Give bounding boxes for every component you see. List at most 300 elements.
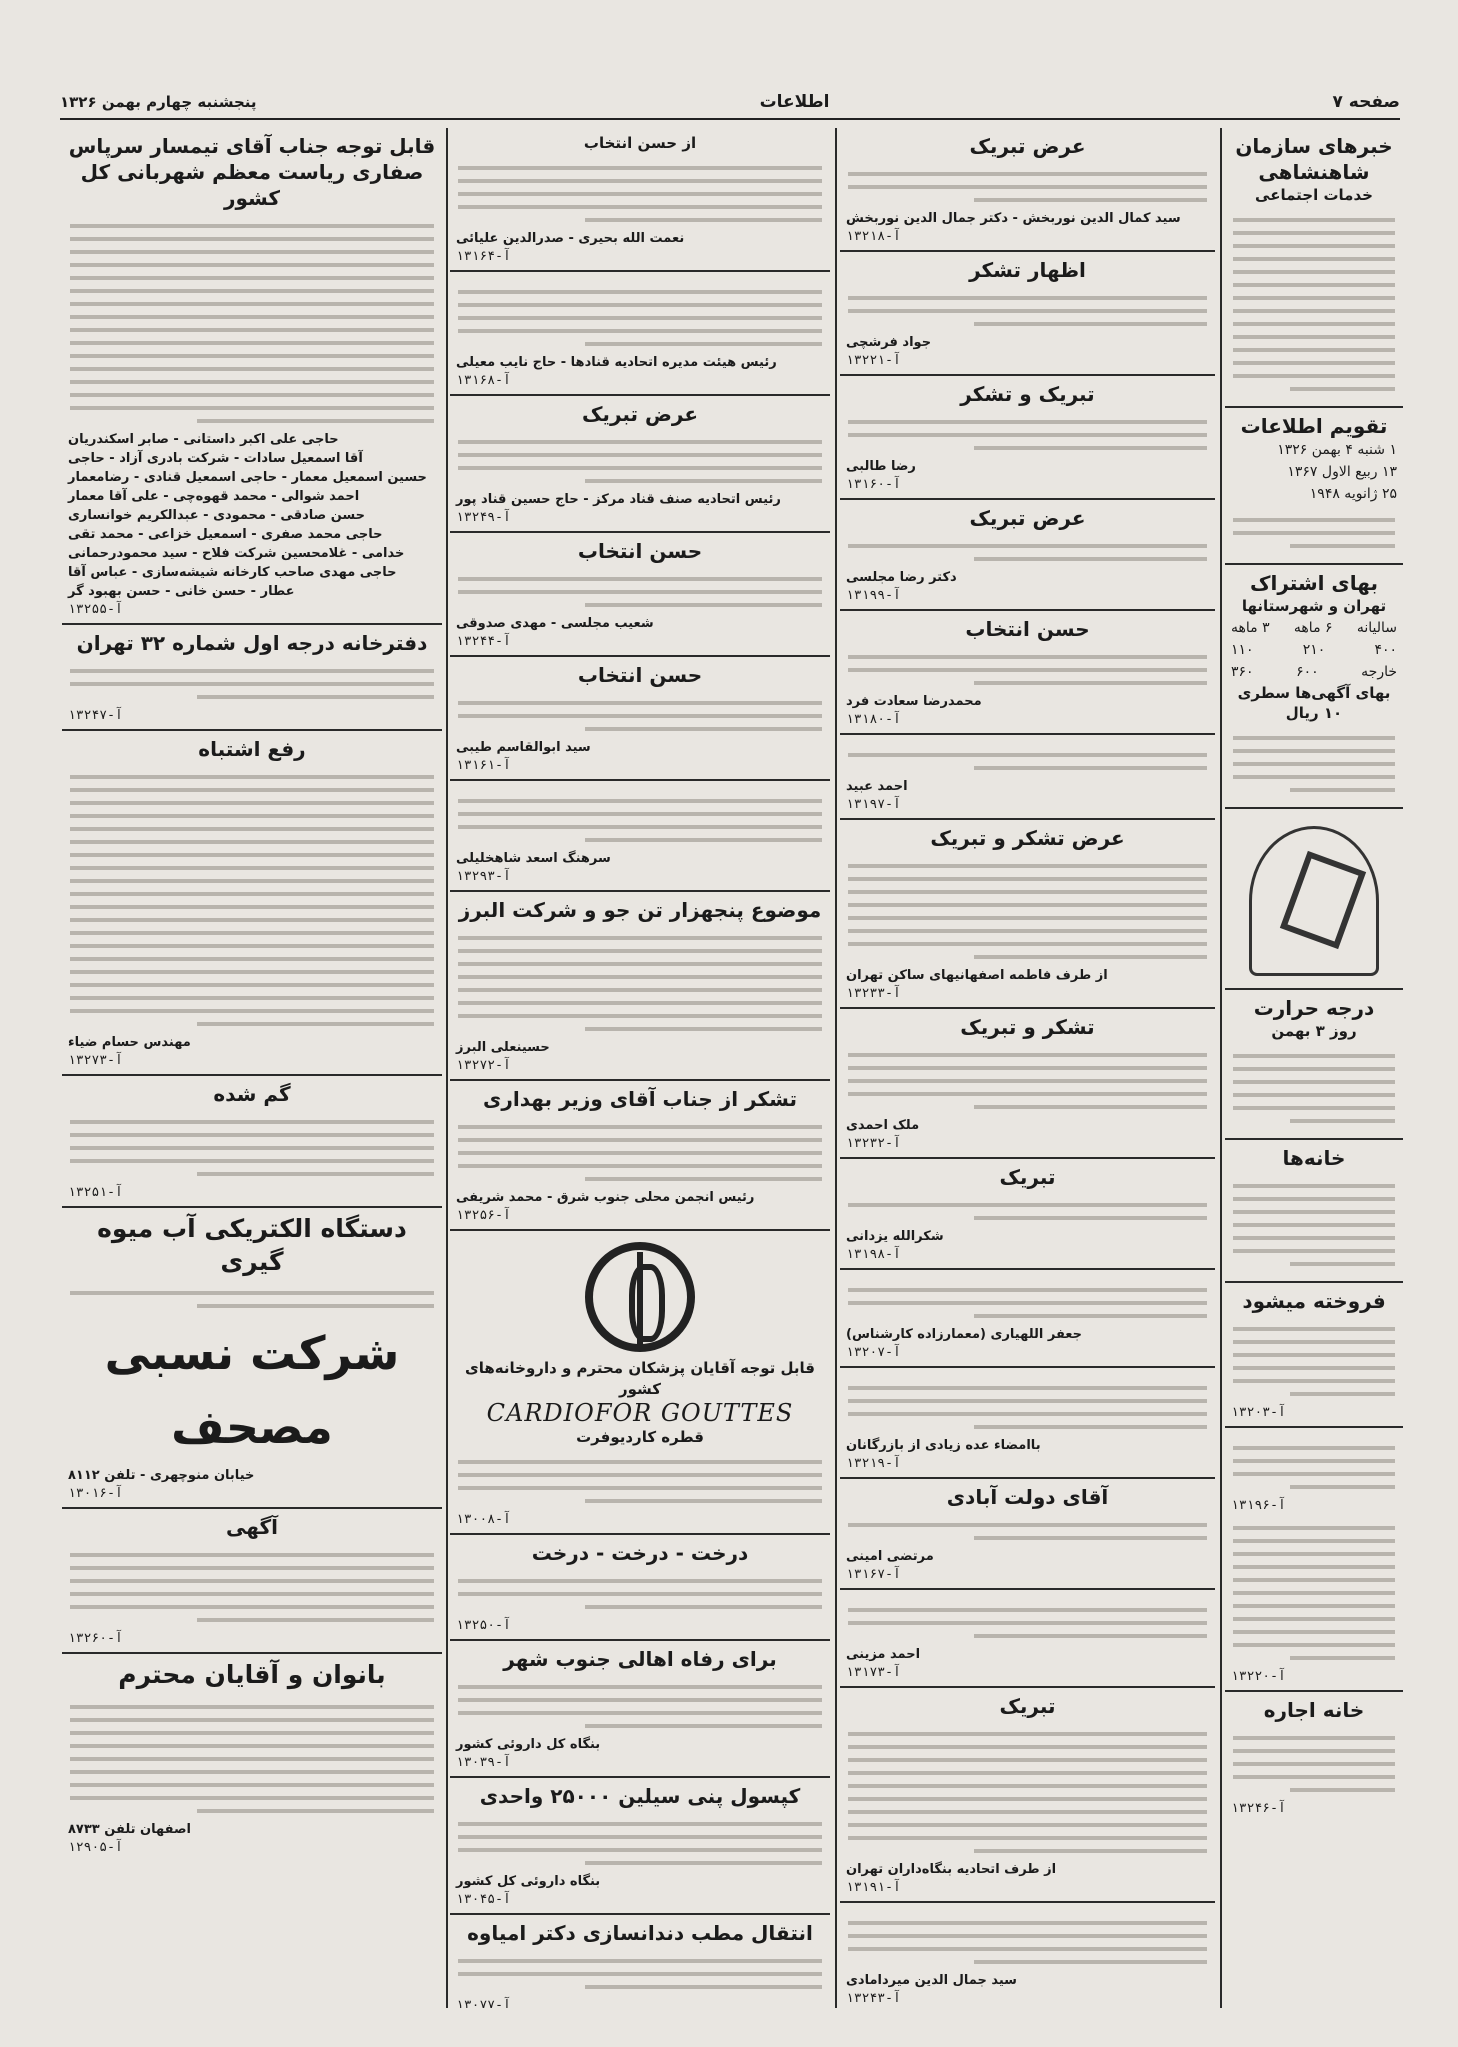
- ad-signature: رئیس انجمن محلی جنوب شرق - محمد شریفی: [456, 1190, 755, 1206]
- text-line-placeholder: [70, 1605, 434, 1609]
- text-line-placeholder: [70, 1783, 434, 1787]
- ad-title: عرض تشکر و تبریک: [930, 826, 1125, 850]
- signatory-line: حاجی مهدی صاحب کارخانه شیشه‌سازی - عباس آقا: [68, 565, 397, 580]
- ad-signature: مهندس حسام ضیاء: [68, 1035, 191, 1050]
- text-line-placeholder: [70, 1146, 434, 1150]
- text-line-placeholder: [70, 931, 434, 935]
- text-line-placeholder: [197, 1618, 434, 1622]
- body-lines: [1231, 205, 1397, 391]
- body-lines: [68, 1278, 436, 1308]
- ad-code: آ-۱۳۱۶۴: [456, 249, 511, 265]
- text-line-placeholder: [1233, 309, 1395, 313]
- text-line-placeholder: [458, 1151, 822, 1155]
- classified-ad: [840, 1903, 1215, 2008]
- juicer-ad: [62, 1208, 442, 1509]
- ad-code: آ-۱۳۱۶۷: [846, 1567, 901, 1582]
- text-line-placeholder: [974, 955, 1207, 959]
- text-line-placeholder: [70, 250, 434, 254]
- text-line-placeholder: [70, 380, 434, 384]
- text-line-placeholder: [848, 1621, 1207, 1625]
- text-line-placeholder: [848, 1947, 1207, 1951]
- text-line-placeholder: [1233, 1236, 1395, 1240]
- text-line-placeholder: [70, 775, 434, 779]
- text-line-placeholder: [848, 296, 1207, 300]
- lost-ad: [62, 1076, 442, 1208]
- text-line-placeholder: [70, 853, 434, 857]
- ad-signature: سرهنگ اسعد شاهخلیلی: [456, 851, 611, 867]
- ad-signature: سید کمال الدین نوربخش - دکتر جمال الدین نوربخش: [846, 211, 1181, 226]
- body-lines: [846, 1040, 1209, 1109]
- ad-signature: نعمت الله بحیری - صدرالدین علیائی: [456, 231, 685, 247]
- text-line-placeholder: [1233, 518, 1395, 522]
- ad-code: آ-۱۳۱۹۷: [846, 797, 901, 812]
- ad-title: حسن انتخاب: [577, 539, 703, 564]
- body-lines: [1231, 505, 1397, 548]
- classified-ad: [450, 1081, 830, 1231]
- text-line-placeholder: [1233, 270, 1395, 274]
- text-line-placeholder: [197, 695, 434, 699]
- ad-code: آ-۱۳۰۷۷: [456, 1998, 511, 2008]
- text-line-placeholder: [1233, 1643, 1395, 1647]
- text-line-placeholder: [70, 289, 434, 293]
- text-line-placeholder: [1233, 1617, 1395, 1621]
- ad-signature: جعفر اللهیاری (معمارزاده کارشناس): [846, 1327, 1083, 1342]
- text-line-placeholder: [458, 1001, 822, 1005]
- ad-title: گم شده: [213, 1082, 291, 1106]
- text-line-placeholder: [848, 942, 1207, 946]
- text-line-placeholder: [458, 936, 822, 940]
- classified-ad: [450, 396, 830, 533]
- ad-code: آ-۱۳۱۶۸: [456, 373, 511, 389]
- text-line-placeholder: [1233, 1459, 1395, 1463]
- text-line-placeholder: [1233, 749, 1395, 753]
- calendar-row: ۱ شنبه ۴ بهمن ۱۳۲۶: [1277, 442, 1397, 459]
- text-line-placeholder: [197, 1172, 434, 1176]
- body-lines: [846, 159, 1209, 202]
- text-line-placeholder: [1233, 1565, 1395, 1569]
- text-line-placeholder: [585, 1724, 822, 1728]
- text-line-placeholder: [458, 205, 822, 209]
- signatory-line: آقا اسمعیل سادات - شرکت بادری آزاد - حاجی: [68, 451, 363, 466]
- text-line-placeholder: [70, 1566, 434, 1570]
- weather-title: درجه حرارت: [1253, 996, 1375, 1020]
- text-line-placeholder: [70, 1705, 434, 1709]
- text-line-placeholder: [458, 988, 822, 992]
- text-line-placeholder: [70, 315, 434, 319]
- text-line-placeholder: [458, 1138, 822, 1142]
- text-line-placeholder: [1290, 1485, 1395, 1489]
- text-line-placeholder: [458, 1848, 822, 1852]
- classified-ad: [450, 657, 830, 781]
- notary-ad: [62, 625, 442, 731]
- for-sale-box: [1225, 1283, 1403, 1428]
- ad-code: آ-۱۳۲۲۱: [846, 353, 901, 368]
- text-line-placeholder: [70, 1718, 434, 1722]
- text-line-placeholder: [197, 1809, 434, 1813]
- ad-code: آ-۱۳۲۴۴: [456, 634, 511, 650]
- text-line-placeholder: [1233, 1366, 1395, 1370]
- classified-ad: [450, 128, 830, 272]
- text-line-placeholder: [585, 727, 822, 731]
- text-line-placeholder: [848, 1921, 1207, 1925]
- body-lines: [68, 1692, 436, 1813]
- text-line-placeholder: [1233, 1054, 1395, 1058]
- text-line-placeholder: [848, 544, 1207, 548]
- ad-code: آ-۱۳۲۷۳: [68, 1053, 123, 1068]
- ad-code: آ-۱۳۲۵۵: [68, 602, 123, 617]
- text-line-placeholder: [70, 1770, 434, 1774]
- ad-code: آ-۱۳۲۴۹: [456, 510, 511, 526]
- company-address: خیابان منوچهری - تلفن ۸۱۱۲: [68, 1468, 255, 1484]
- text-line-placeholder: [848, 655, 1207, 659]
- news-subtitle: خدمات اجتماعی: [1255, 186, 1373, 204]
- ad-code: آ-۱۳۲۴۶: [1231, 1801, 1286, 1817]
- text-line-placeholder: [585, 479, 822, 483]
- column-1: [1225, 128, 1403, 2008]
- text-line-placeholder: [458, 166, 822, 170]
- page-label: صفحه ۷: [1332, 92, 1400, 112]
- text-line-placeholder: [70, 406, 434, 410]
- text-line-placeholder: [1233, 218, 1395, 222]
- subscription-subtitle: تهران و شهرستانها: [1241, 597, 1387, 616]
- ad-title: آقای دولت آبادی: [946, 1485, 1109, 1509]
- text-line-placeholder: [1233, 1526, 1395, 1530]
- trees-ad: [450, 1535, 830, 1641]
- ad-code: آ-۱۳۲۲۰: [1231, 1669, 1286, 1685]
- text-line-placeholder: [848, 1386, 1207, 1390]
- text-line-placeholder: [585, 603, 822, 607]
- text-line-placeholder: [848, 1810, 1207, 1814]
- text-line-placeholder: [1233, 1552, 1395, 1556]
- text-line-placeholder: [848, 1608, 1207, 1612]
- subscription-row: خارجه ۶۰۰ ۳۶۰: [1231, 663, 1397, 680]
- text-line-placeholder: [70, 788, 434, 792]
- text-line-placeholder: [70, 1731, 434, 1735]
- text-line-placeholder: [974, 1314, 1207, 1318]
- ad-signature: رئیس اتحادیه صنف قناد مرکز - حاج حسین قناد پور: [456, 492, 781, 508]
- classified-ad: [840, 1479, 1215, 1590]
- body-lines: [68, 1107, 436, 1176]
- text-line-placeholder: [70, 918, 434, 922]
- body-lines: [846, 1275, 1209, 1318]
- ad-title: اظهار تشکر: [969, 258, 1086, 282]
- text-line-placeholder: [848, 1771, 1207, 1775]
- body-lines: [456, 1566, 824, 1609]
- text-line-placeholder: [974, 1216, 1207, 1220]
- classified-ad: [840, 1688, 1215, 1903]
- body-lines: [456, 564, 824, 607]
- text-line-placeholder: [848, 309, 1207, 313]
- for-sale-title: فروخته میشود: [1242, 1289, 1386, 1314]
- text-line-placeholder: [458, 701, 822, 705]
- cardiofor-name: CARDIOFOR GOUTTES: [486, 1398, 794, 1427]
- text-line-placeholder: [70, 840, 434, 844]
- rent-title: خانه اجاره: [1263, 1698, 1365, 1723]
- text-line-placeholder: [70, 276, 434, 280]
- body-lines: [68, 1540, 436, 1622]
- text-line-placeholder: [458, 1460, 822, 1464]
- text-line-placeholder: [70, 1120, 434, 1124]
- text-line-placeholder: [848, 1066, 1207, 1070]
- body-lines: [456, 1112, 824, 1181]
- ad-code: آ-۱۳۱۶۰: [846, 477, 901, 492]
- ad-code: آ-۱۳۱۹۸: [846, 1247, 901, 1262]
- ad-title: رفع اشتباه: [198, 737, 306, 761]
- text-line-placeholder: [458, 1698, 822, 1702]
- subscription-row: سالیانه ۶ ماهه ۳ ماهه: [1231, 619, 1397, 636]
- text-line-placeholder: [458, 1959, 822, 1963]
- body-lines: [846, 1510, 1209, 1540]
- notice-title: قابل توجه جناب آقای تیمسار سرپاس صفاری ریاست معظم شهربانی کل کشور: [68, 134, 436, 210]
- ladies-ad: [62, 1654, 442, 1861]
- ad-code: آ-۱۳۱۷۳: [846, 1665, 901, 1680]
- text-line-placeholder: [848, 185, 1207, 189]
- text-line-placeholder: [1233, 296, 1395, 300]
- text-line-placeholder: [458, 179, 822, 183]
- ad-signature: باامضاء عده زیادی از بازرگانان: [846, 1438, 1041, 1453]
- classified-ad: [450, 781, 830, 892]
- signatory-line: حسن صادقی - محمودی - عبدالکریم خوانساری: [68, 508, 366, 523]
- text-line-placeholder: [70, 866, 434, 870]
- body-lines: [846, 1719, 1209, 1853]
- south-pharmacy-ad: [450, 1641, 830, 1778]
- signatory-line: خدامی - غلامحسین شرکت فلاح - سید محمودرحمانی: [68, 546, 405, 561]
- text-line-placeholder: [585, 342, 822, 346]
- text-line-placeholder: [585, 1861, 822, 1865]
- classified-ad: [840, 252, 1215, 376]
- text-line-placeholder: [1233, 1223, 1395, 1227]
- text-line-placeholder: [1233, 244, 1395, 248]
- text-line-placeholder: [1233, 1340, 1395, 1344]
- text-line-placeholder: [197, 419, 434, 423]
- ad-title: از حسن انتخاب: [583, 134, 697, 152]
- ad-code: آ-۱۳۲۷۲: [456, 1058, 511, 1074]
- body-lines: [846, 531, 1209, 561]
- text-line-placeholder: [974, 322, 1207, 326]
- ad-title: کپسول پنی سیلین ۲۵۰۰۰ واحدی: [479, 1784, 801, 1808]
- text-line-placeholder: [70, 1579, 434, 1583]
- ad-signature: سید جمال الدین میردامادی: [846, 1973, 1017, 1988]
- body-lines: [846, 407, 1209, 450]
- body-lines: [456, 153, 824, 222]
- ad-title: حسن انتخاب: [577, 663, 703, 688]
- classified-ad: [840, 611, 1215, 735]
- text-line-placeholder: [848, 1079, 1207, 1083]
- ad-title: عرض تبریک: [969, 134, 1086, 158]
- text-line-placeholder: [1290, 788, 1395, 792]
- ad-code: آ-۱۳۲۱۹: [846, 1456, 901, 1471]
- text-line-placeholder: [1233, 1093, 1395, 1097]
- notice-ad: [62, 1509, 442, 1654]
- text-line-placeholder: [458, 714, 822, 718]
- text-line-placeholder: [848, 1758, 1207, 1762]
- text-line-placeholder: [848, 1399, 1207, 1403]
- ad-code: آ-۱۳۰۳۹: [456, 1755, 511, 1770]
- text-line-placeholder: [458, 303, 822, 307]
- penicillin-ad: [450, 1778, 830, 1915]
- ad-code: آ-۱۳۲۵۰: [456, 1618, 511, 1633]
- text-line-placeholder: [1233, 335, 1395, 339]
- text-line-placeholder: [585, 1499, 822, 1503]
- text-line-placeholder: [1233, 1379, 1395, 1383]
- company-name: شرکت نسبی مصحف: [104, 1326, 400, 1454]
- ad-code: آ-۱۳۱۹۶: [1231, 1498, 1286, 1514]
- classified-ad: [840, 500, 1215, 611]
- text-line-placeholder: [1233, 1106, 1395, 1110]
- ad-signature: رضا طالبی: [846, 459, 916, 474]
- column-rule: [446, 128, 448, 2008]
- ad-title: تبریک و تشکر: [960, 382, 1095, 406]
- ad-code: آ-۱۳۱۹۱: [846, 1880, 901, 1895]
- text-line-placeholder: [1233, 736, 1395, 740]
- text-line-placeholder: [458, 1164, 822, 1168]
- ad-code: آ-۱۳۲۵۱: [68, 1185, 123, 1200]
- text-line-placeholder: [1233, 1472, 1395, 1476]
- text-line-placeholder: [70, 814, 434, 818]
- ad-signature: مرتضی امینی: [846, 1549, 934, 1564]
- text-line-placeholder: [70, 892, 434, 896]
- body-lines: [1231, 1723, 1397, 1792]
- body-lines: [456, 1672, 824, 1728]
- text-line-placeholder: [974, 1425, 1207, 1429]
- text-line-placeholder: [585, 1985, 822, 1989]
- body-lines: [1231, 1433, 1397, 1489]
- text-line-placeholder: [848, 877, 1207, 881]
- ad-signature: سید ابوالقاسم طیبی: [456, 740, 591, 756]
- ad-title: عرض تبریک: [969, 506, 1086, 530]
- ad-code: آ-۱۳۱۶۱: [456, 758, 511, 774]
- text-line-placeholder: [1233, 1762, 1395, 1766]
- classified-ad: [450, 272, 830, 396]
- text-line-placeholder: [458, 949, 822, 953]
- text-line-placeholder: [70, 1796, 434, 1800]
- body-lines: [456, 427, 824, 483]
- body-lines: [846, 1190, 1209, 1220]
- text-line-placeholder: [70, 682, 434, 686]
- signatory-line: احمد شوالی - محمد قهوه‌چی - علی آقا معمار: [68, 489, 360, 504]
- text-line-placeholder: [70, 263, 434, 267]
- text-line-placeholder: [458, 1835, 822, 1839]
- cardiofor-header: قابل توجه آقایان پزشکان محترم و داروخانه‌های کشور: [465, 1359, 815, 1398]
- ad-title: موضوع پنجهزار تن جو و شرکت البرز: [458, 898, 822, 923]
- ad-signature: حسینعلی البرز: [456, 1040, 550, 1056]
- body-lines: [456, 1447, 824, 1503]
- text-line-placeholder: [974, 1105, 1207, 1109]
- ad-code: آ-۱۳۲۱۸: [846, 229, 901, 244]
- text-line-placeholder: [1233, 1539, 1395, 1543]
- text-line-placeholder: [1290, 1119, 1395, 1123]
- text-line-placeholder: [974, 1849, 1207, 1853]
- text-line-placeholder: [70, 879, 434, 883]
- body-lines: [1231, 723, 1397, 792]
- ad-code: آ-۱۳۲۳۳: [846, 986, 901, 1001]
- text-line-placeholder: [1233, 1249, 1395, 1253]
- text-line-placeholder: [585, 218, 822, 222]
- text-line-placeholder: [848, 668, 1207, 672]
- text-line-placeholder: [848, 903, 1207, 907]
- text-line-placeholder: [70, 983, 434, 987]
- pharmacy-logo-icon: [585, 1242, 695, 1352]
- text-line-placeholder: [1233, 257, 1395, 261]
- notice-box: [1225, 1428, 1403, 1692]
- text-line-placeholder: [974, 1960, 1207, 1964]
- text-line-placeholder: [70, 669, 434, 673]
- text-line-placeholder: [848, 1301, 1207, 1305]
- text-line-placeholder: [1233, 361, 1395, 365]
- text-line-placeholder: [70, 944, 434, 948]
- ad-title: عرض تبریک: [581, 402, 699, 427]
- text-line-placeholder: [70, 827, 434, 831]
- text-line-placeholder: [1290, 387, 1395, 391]
- body-lines: [1231, 1314, 1397, 1396]
- body-lines: [846, 740, 1209, 770]
- ad-signature: بنگاه کل داروئی کشور: [456, 1737, 601, 1752]
- text-line-placeholder: [70, 801, 434, 805]
- text-line-placeholder: [458, 577, 822, 581]
- column-rule: [1220, 128, 1222, 2008]
- paper-name: اطلاعات: [759, 92, 830, 112]
- body-lines: [846, 1908, 1209, 1964]
- text-line-placeholder: [848, 864, 1207, 868]
- text-line-placeholder: [848, 929, 1207, 933]
- text-line-placeholder: [1233, 1604, 1395, 1608]
- classified-ad: [840, 1270, 1215, 1368]
- text-line-placeholder: [70, 367, 434, 371]
- ad-title: دفترخانه درجه اول شماره ۳۲ تهران: [76, 631, 428, 655]
- body-lines: [1231, 1513, 1397, 1660]
- classified-ad: [840, 820, 1215, 1009]
- body-lines: [846, 642, 1209, 685]
- body-lines: [456, 1946, 824, 1989]
- classified-ad: [840, 1590, 1215, 1688]
- text-line-placeholder: [458, 1592, 822, 1596]
- text-line-placeholder: [1233, 322, 1395, 326]
- text-line-placeholder: [70, 957, 434, 961]
- ad-title: برای رفاه اهالی جنوب شهر: [503, 1647, 777, 1671]
- text-line-placeholder: [70, 354, 434, 358]
- text-line-placeholder: [848, 433, 1207, 437]
- text-line-placeholder: [1233, 1327, 1395, 1331]
- signatory-line: عطار - حسن خانی - حسن بهبود گر: [68, 584, 295, 599]
- ad-signature: احمد عبید: [846, 779, 908, 794]
- ad-signature: جواد فرشچی: [846, 335, 932, 350]
- ad-code: آ-۱۳۰۰۸: [456, 1512, 511, 1527]
- text-line-placeholder: [70, 1744, 434, 1748]
- emblem-box: [1225, 809, 1403, 990]
- subscription-title: بهای اشتراک: [1250, 571, 1378, 596]
- calendar-row: ۲۵ ژانویه ۱۹۴۸: [1309, 486, 1397, 503]
- ad-code: آ-۱۳۲۰۳: [1231, 1405, 1286, 1421]
- weather-subtitle: روز ۳ بهمن: [1271, 1022, 1357, 1040]
- classified-ad: [840, 1159, 1215, 1270]
- houses-title: خانه‌ها: [1282, 1146, 1346, 1171]
- ad-code: آ-۱۳۲۶۰: [68, 1631, 123, 1647]
- ad-code: آ-۱۳۲۳۲: [846, 1136, 901, 1151]
- body-lines: [1231, 1171, 1397, 1266]
- body-lines: [456, 277, 824, 346]
- text-line-placeholder: [70, 328, 434, 332]
- text-line-placeholder: [974, 1536, 1207, 1540]
- classified-ad: [840, 376, 1215, 500]
- classified-ad: [840, 128, 1215, 252]
- text-line-placeholder: [458, 329, 822, 333]
- cardiofor-ad: [450, 1231, 830, 1535]
- organization-emblem-icon: [1249, 826, 1379, 976]
- ad-title: تبریک: [999, 1694, 1056, 1718]
- text-line-placeholder: [848, 1092, 1207, 1096]
- text-line-placeholder: [70, 1757, 434, 1761]
- text-line-placeholder: [70, 224, 434, 228]
